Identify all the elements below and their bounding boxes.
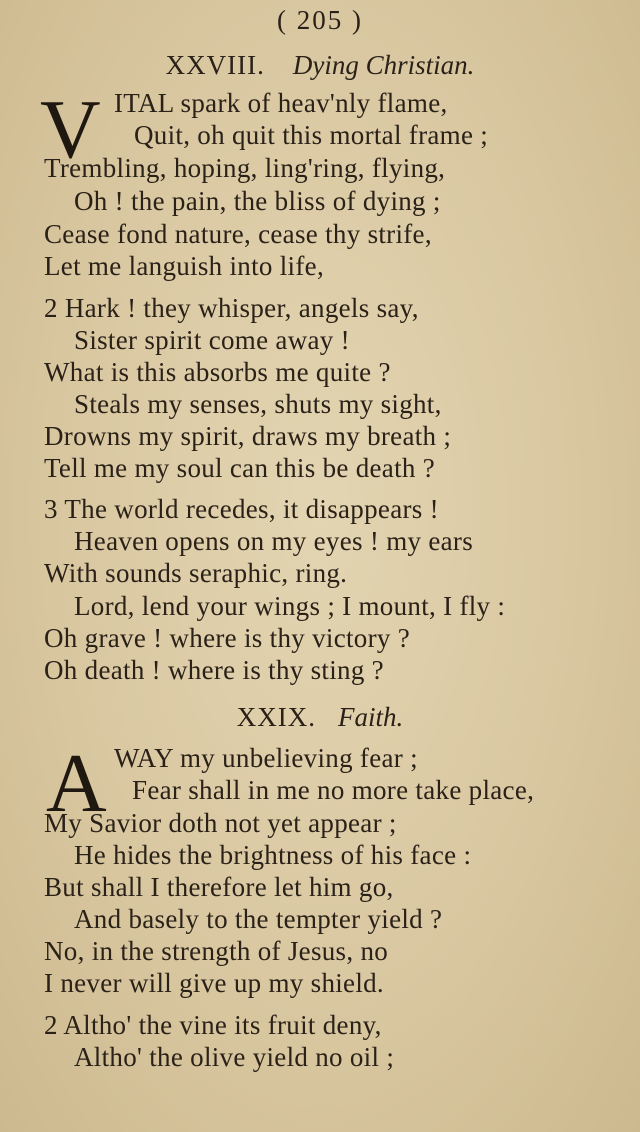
hymn-number: XXIX. bbox=[236, 702, 316, 732]
verse-line: Fear shall in me no more take place, bbox=[132, 775, 535, 805]
page-number: ( 205 ) bbox=[277, 5, 363, 35]
verse-line: Oh death ! where is thy sting ? bbox=[44, 655, 384, 685]
verse-line: What is this absorbs me quite ? bbox=[44, 357, 391, 387]
verse-line: I never will give up my shield. bbox=[44, 968, 384, 998]
verse-line: And basely to the tempter yield ? bbox=[74, 904, 443, 934]
verse-line: With sounds seraphic, ring. bbox=[44, 558, 348, 588]
verse-line: Trembling, hoping, ling'ring, flying, bbox=[44, 153, 446, 183]
verse-line: 2 Altho' the vine its fruit deny, bbox=[44, 1010, 382, 1040]
verse-line: No, in the strength of Jesus, no bbox=[44, 936, 389, 966]
verse-line: 2 Hark ! they whisper, angels say, bbox=[44, 293, 419, 323]
verse-line: Lord, lend your wings ; I mount, I fly : bbox=[74, 591, 506, 621]
verse-line: My Savior doth not yet appear ; bbox=[44, 808, 397, 838]
verse-line: Quit, oh quit this mortal frame ; bbox=[134, 120, 489, 150]
verse-line: Drowns my spirit, draws my breath ; bbox=[44, 421, 452, 451]
verse-line: Sister spirit come away ! bbox=[74, 325, 350, 355]
verse-line: Steals my senses, shuts my sight, bbox=[74, 389, 442, 419]
drop-cap: V bbox=[40, 83, 101, 176]
verse-line: He hides the brightness of his face : bbox=[74, 840, 472, 870]
verse-line: ITAL spark of heav'nly flame, bbox=[114, 88, 448, 118]
verse-line: Altho' the olive yield no oil ; bbox=[74, 1042, 395, 1072]
hymn-title: Dying Christian. bbox=[292, 50, 475, 80]
verse-line: Oh ! the pain, the bliss of dying ; bbox=[74, 186, 441, 216]
verse-line: Cease fond nature, cease thy strife, bbox=[44, 219, 432, 249]
verse-line: 3 The world recedes, it disappears ! bbox=[44, 494, 439, 524]
drop-cap: A bbox=[46, 737, 107, 830]
verse-line: But shall I therefore let him go, bbox=[44, 872, 394, 902]
hymn-heading bbox=[0, 48, 640, 82]
verse-line: WAY my unbelieving fear ; bbox=[114, 743, 418, 773]
verse-line: Oh grave ! where is thy victory ? bbox=[44, 623, 411, 653]
verse-line: Tell me my soul can this be death ? bbox=[44, 453, 436, 483]
verse-line: Let me languish into life, bbox=[44, 251, 324, 281]
hymn-number: XXVIII. bbox=[165, 50, 265, 80]
hymn-title: Faith. bbox=[338, 702, 404, 732]
verse-line: Heaven opens on my eyes ! my ears bbox=[74, 526, 474, 556]
hymn-heading bbox=[0, 700, 640, 734]
